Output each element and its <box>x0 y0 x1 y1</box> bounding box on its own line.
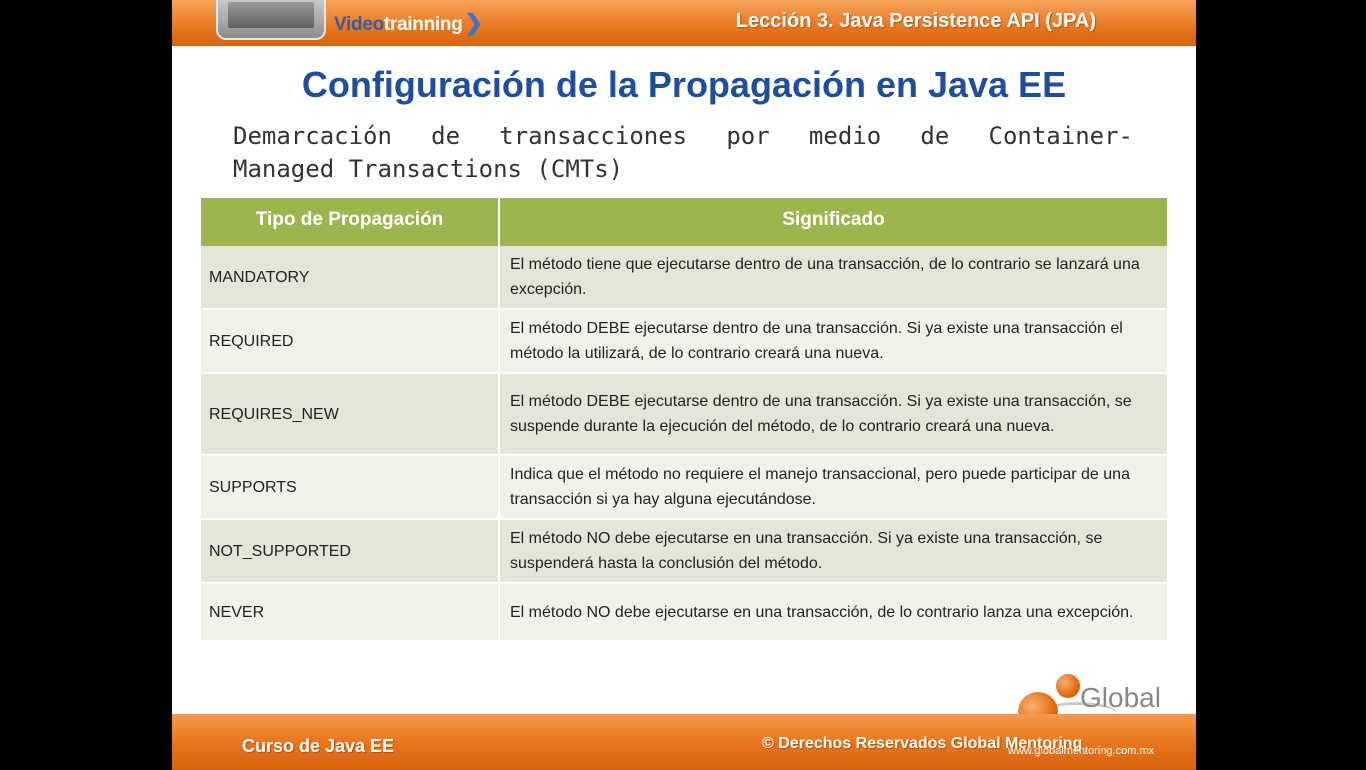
cell-meaning: El método NO debe ejecutarse en una transacción, de lo contrario lanza una excepción. <box>499 583 1167 641</box>
cell-meaning: El método tiene que ejecutarse dentro de una transacción, de lo contrario se lanzará una excepción. <box>499 246 1167 309</box>
propagation-table <box>201 198 1167 642</box>
chevron-right-icon: ❯ <box>464 10 483 35</box>
table-row <box>201 455 1167 519</box>
cell-type: NEVER <box>201 583 499 641</box>
slide-title: Configuración de la Propagación en Java EE <box>301 64 1067 105</box>
slide <box>172 0 1196 770</box>
cell-type: MANDATORY <box>201 246 499 309</box>
header-type: Tipo de Propagación <box>201 198 499 246</box>
logo-text: Global <box>1080 682 1161 713</box>
table-header-row <box>201 198 1167 246</box>
cell-meaning: Indica que el método no requiere el manejo transaccional, pero puede participar de una transacción si ya hay alguna ejecutándose. <box>499 455 1167 519</box>
device-icon <box>216 0 326 40</box>
subtitle-line-1: Demarcación de transacciones por medio de Container- <box>233 122 1133 150</box>
cell-type: REQUIRES_NEW <box>201 373 499 455</box>
lesson-title: Lección 3. Java Persistence API (JPA) <box>735 10 1096 32</box>
subtitle-line-2: Managed Transactions (CMTs) <box>233 155 624 183</box>
table-row <box>201 246 1167 309</box>
footer-bar <box>172 714 1196 770</box>
brand <box>334 10 483 36</box>
cell-meaning: El método DEBE ejecutarse dentro de una transacción. Si ya existe una transacción, se suspende durante la ejecución del método, de lo contrario creará una nueva. <box>499 373 1167 455</box>
small-globe-icon <box>1056 674 1080 698</box>
slide-subtitle <box>233 120 1133 186</box>
brand-suffix: trainning <box>383 14 463 35</box>
cell-type: NOT_SUPPORTED <box>201 519 499 583</box>
cell-meaning: El método NO debe ejecutarse en una transacción. Si ya existe una transacción, se suspenderá hasta la conclusión del método. <box>499 519 1167 583</box>
header-meaning: Significado <box>499 198 1167 246</box>
cell-meaning: El método DEBE ejecutarse dentro de una transacción. Si ya existe una transacción el método la utilizará, de lo contrario creará una nueva. <box>499 309 1167 373</box>
table-row <box>201 373 1167 455</box>
table-row <box>201 583 1167 641</box>
copyright-text: © Derechos Reservados Global Mentoring <box>762 735 1083 752</box>
brand-prefix: Video <box>334 14 384 35</box>
course-name: Curso de Java EE <box>242 736 395 756</box>
website-url: www.globalmentoring.com.mx <box>1008 745 1155 757</box>
cell-type: SUPPORTS <box>201 455 499 519</box>
cell-type: REQUIRED <box>201 309 499 373</box>
header-bar <box>172 0 1196 46</box>
table-row <box>201 309 1167 373</box>
table-row <box>201 519 1167 583</box>
